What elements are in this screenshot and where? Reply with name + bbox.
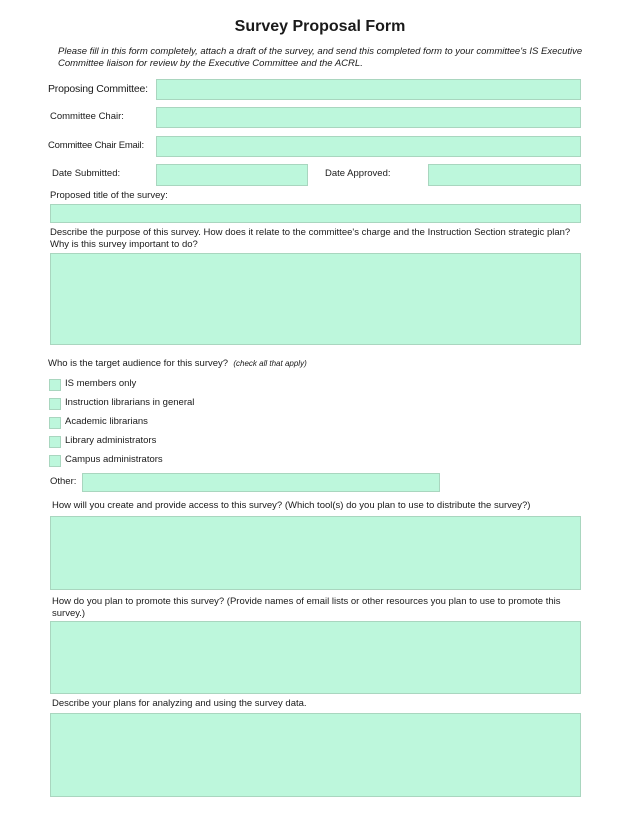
purpose-field[interactable] bbox=[50, 253, 581, 345]
date-submitted-label: Date Submitted: bbox=[52, 168, 121, 179]
analysis-label: Describe your plans for analyzing and using the survey data. bbox=[52, 698, 307, 709]
option-label: IS members only bbox=[65, 378, 137, 389]
option-label: Academic librarians bbox=[65, 416, 148, 427]
checkbox-library-administrators[interactable] bbox=[49, 436, 61, 448]
promote-field[interactable] bbox=[50, 621, 581, 694]
access-label: How will you create and provide access to this survey? (Which tool(s) do you plan to use to distribute the survey?) bbox=[52, 500, 531, 511]
access-field[interactable] bbox=[50, 516, 581, 590]
option-label: Instruction librarians in general bbox=[65, 397, 195, 408]
form-title: Survey Proposal Form bbox=[234, 18, 406, 35]
chair-email-field[interactable] bbox=[156, 136, 581, 157]
checkbox-academic-librarians[interactable] bbox=[49, 417, 61, 429]
date-submitted-field[interactable] bbox=[156, 164, 308, 186]
checkbox-campus-administrators[interactable] bbox=[49, 455, 61, 467]
proposing-committee-field[interactable] bbox=[156, 79, 581, 100]
date-approved-label: Date Approved: bbox=[325, 168, 391, 179]
other-field[interactable] bbox=[82, 473, 440, 492]
option-label: Campus administrators bbox=[65, 454, 163, 465]
committee-chair-label: Committee Chair: bbox=[50, 111, 124, 122]
analysis-field[interactable] bbox=[50, 713, 581, 797]
checkbox-instruction-librarians[interactable] bbox=[49, 398, 61, 410]
audience-note: (check all that apply) bbox=[233, 359, 307, 368]
promote-label: How do you plan to promote this survey? (Provide names of email lists or other resources you plan to use to promote this survey.) bbox=[52, 596, 561, 619]
proposed-title-label: Proposed title of the survey: bbox=[50, 190, 168, 201]
proposing-committee-label: Proposing Committee: bbox=[48, 83, 148, 95]
audience-question: Who is the target audience for this survey? bbox=[48, 358, 229, 369]
date-approved-field[interactable] bbox=[428, 164, 581, 186]
committee-chair-field[interactable] bbox=[156, 107, 581, 128]
proposed-title-field[interactable] bbox=[50, 204, 581, 223]
purpose-label: Describe the purpose of this survey. How does it relate to the committee's charge and the Instruction Section strategic plan? Why is this survey important to do? bbox=[50, 227, 571, 250]
option-label: Library administrators bbox=[65, 435, 157, 446]
other-label: Other: bbox=[50, 476, 77, 487]
audience-label bbox=[48, 358, 307, 370]
checkbox-is-members[interactable] bbox=[49, 379, 61, 391]
chair-email-label: Committee Chair Email: bbox=[48, 140, 144, 151]
instructions: Please fill in this form completely, attach a draft of the survey, and send this completed form to your committee's IS Executive Committee liaison for review by the Executive Committee and the ACRL. bbox=[58, 46, 583, 69]
